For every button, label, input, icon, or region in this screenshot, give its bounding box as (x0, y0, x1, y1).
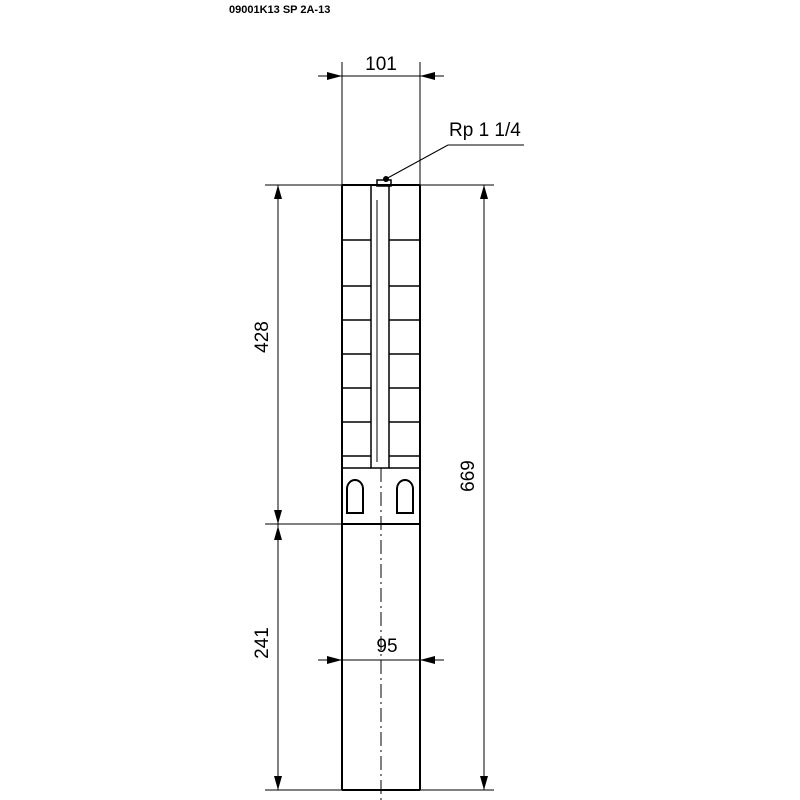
motor-length-label: 241 (252, 627, 273, 659)
pump-length-label: 428 (252, 321, 273, 353)
cable-guard (371, 180, 391, 468)
dimension-motor-width (318, 636, 444, 664)
inlet-openings (347, 480, 413, 513)
pump-stages-left (342, 240, 371, 468)
motor-width-label: 95 (376, 636, 398, 657)
outlet-thread-callout (383, 120, 524, 182)
outlet-thread-label: Rp 1 1/4 (449, 120, 521, 141)
dimension-pump-width (318, 54, 444, 185)
drawing-code: 09001K13 SP 2A-13 (229, 4, 331, 16)
pump-width-label: 101 (365, 54, 397, 75)
dimension-pump-length (252, 185, 342, 524)
total-length-label: 669 (458, 460, 479, 492)
pump-stages-right (389, 240, 420, 468)
dimension-total-length (420, 185, 494, 790)
